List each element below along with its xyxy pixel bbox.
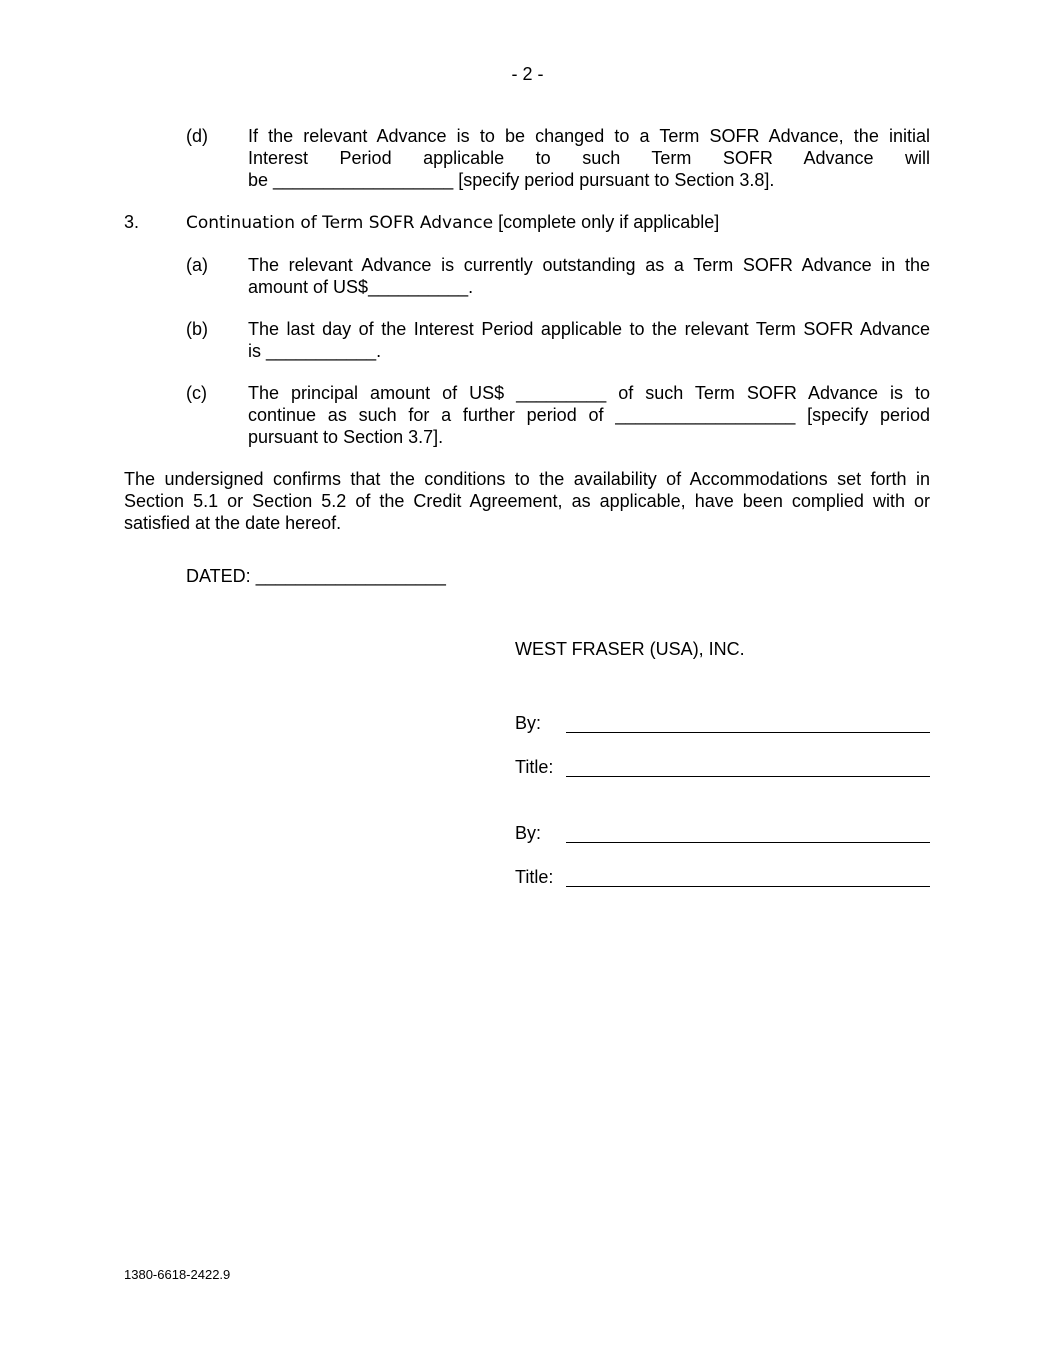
title-label-1: Title: xyxy=(515,757,554,777)
item-b-label: (b) xyxy=(186,319,208,339)
item-a-label: (a) xyxy=(186,255,208,275)
section-3-note: [complete only if applicable] xyxy=(498,212,720,232)
section-3-heading-row xyxy=(186,211,719,234)
item-c-line-3: pursuant to Section 3.7]. xyxy=(248,427,444,447)
item-b-line-2: is ___________. xyxy=(248,341,382,361)
signature-line-title-2 xyxy=(566,886,930,887)
item-c-line-1: The principal amount of US$ _________ of such Term SOFR Advance is to xyxy=(248,383,930,403)
signature-line-by-1 xyxy=(566,732,930,733)
footer-document-id: 1380-6618-2422.9 xyxy=(124,1267,231,1282)
item-d-label: (d) xyxy=(186,126,208,146)
signature-line-by-2 xyxy=(566,842,930,843)
dated-label: DATED: xyxy=(186,566,251,586)
section-3-heading: Continuation of Term SOFR Advance xyxy=(186,213,494,233)
by-label-2: By: xyxy=(515,823,542,843)
title-label-2: Title: xyxy=(515,867,554,887)
page-number: - 2 - xyxy=(511,64,544,84)
dated-row xyxy=(186,565,446,587)
confirmation-line-1: The undersigned confirms that the conditions to the availability of Accommodations set forth in xyxy=(124,469,930,489)
item-d-line-2: Interest Period applicable to such Term SOFR Advance will xyxy=(248,148,930,168)
confirmation-line-3: satisfied at the date hereof. xyxy=(124,513,342,533)
item-a-line-1: The relevant Advance is currently outstanding as a Term SOFR Advance in the xyxy=(248,255,930,275)
item-b-line-1: The last day of the Interest Period applicable to the relevant Term SOFR Advance xyxy=(248,319,930,339)
signature-line-title-1 xyxy=(566,776,930,777)
section-3-number: 3. xyxy=(124,212,140,232)
confirmation-line-2: Section 5.1 or Section 5.2 of the Credit Agreement, as applicable, have been complied with or xyxy=(124,491,930,511)
company-name: WEST FRASER (USA), INC. xyxy=(515,639,745,659)
item-a-line-2: amount of US$__________. xyxy=(248,277,474,297)
dated-blank: ___________________ xyxy=(255,566,446,586)
item-c-line-2: continue as such for a further period of __________________ [specify period xyxy=(248,405,930,425)
by-label-1: By: xyxy=(515,713,542,733)
item-d-line-1: If the relevant Advance is to be changed to a Term SOFR Advance, the initial xyxy=(248,126,930,146)
item-c-label: (c) xyxy=(186,383,207,403)
item-d-line-3: be __________________ [specify period pursuant to Section 3.8]. xyxy=(248,170,775,190)
